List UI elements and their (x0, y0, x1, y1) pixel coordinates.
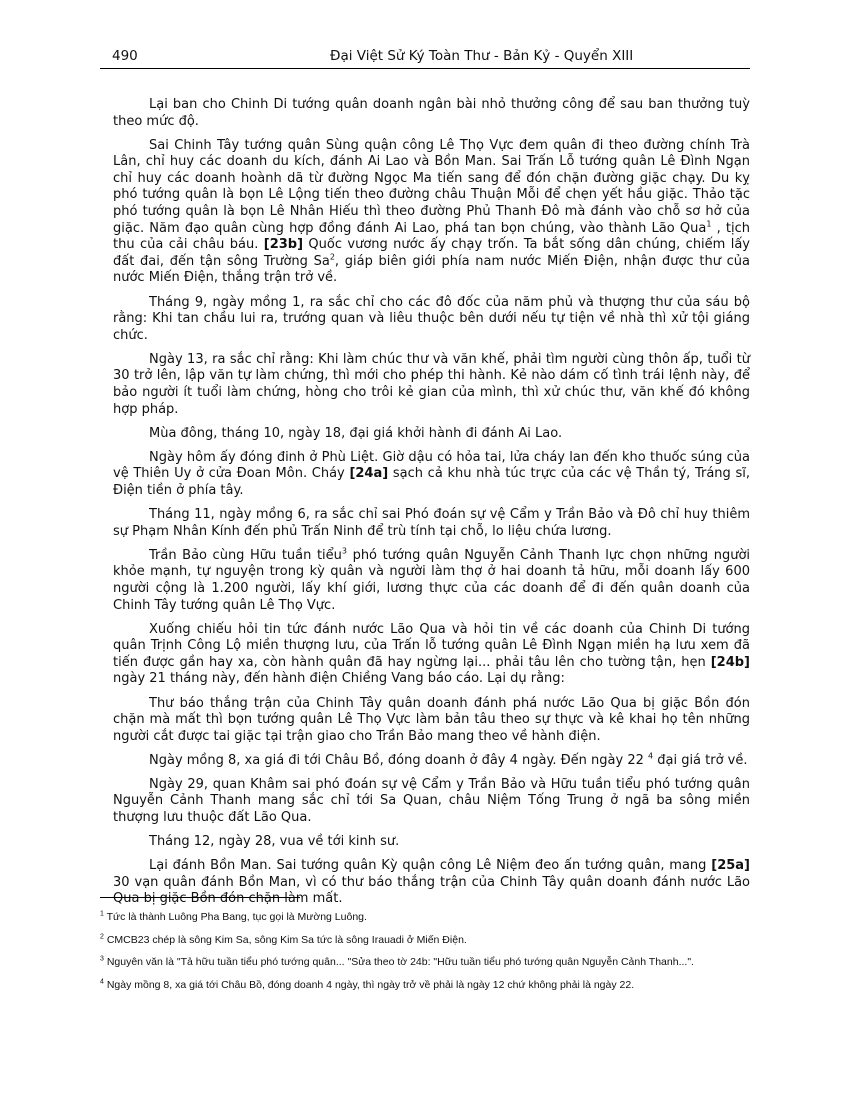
paragraph (113, 753, 750, 770)
paragraph-text: Thư báo thắng trận của Chinh Tây quân doanh đánh phá nước Lão Qua bị giặc Bồn đón chặn mà mất thì bọn tướng quân Lê Thọ Vực làm bản tâu theo sự thực và kê khai họ tên những người cắt được tai giặc tại trận giao cho Trần Bảo mang theo về hành điện. (113, 695, 750, 744)
footnote-number: 1 (100, 910, 104, 918)
paragraph-text: Mùa đông, tháng 10, ngày 18, đại giá khởi hành đi đánh Ai Lao. (149, 425, 563, 441)
paragraph-text: Ngày 29, quan Khâm sai phó đoán sự vệ Cẩm y Trần Bảo và Hữu tuần tiểu phó tướng quân Nguyễn Cảnh Thanh mang sắc chỉ tới Sa Quan, châu Niệm Tống Trung ở ngã ba sông miền thượng lưu thuộc đất Lão Qua. (113, 776, 750, 826)
paragraph (113, 858, 750, 908)
paragraph-text: đại giá trở về. (653, 752, 748, 768)
folio-marker: [25a] (711, 858, 750, 874)
page-header (100, 48, 750, 68)
footnote-text: Tức là thành Luông Pha Bang, tục gọi là Mường Luông. (103, 911, 367, 923)
paragraph (113, 97, 750, 130)
footnote (100, 934, 760, 947)
paragraph-text: Ngày mồng 8, xa giá đi tới Châu Bồ, đóng doanh ở đây 4 ngày. Đến ngày 22 (149, 752, 648, 768)
paragraph-text: , giáp biên giới phía nam nước Miến Điện, nhận được thư của nước Miến Điện, thắng trận trở về. (113, 253, 750, 286)
paragraph-text: Tháng 9, ngày mồng 1, ra sắc chỉ cho các đô đốc của năm phủ và thượng thư của sáu bộ rằng: Khi tan chầu lui ra, trướng quan và liêu thuộc bên dưới nếu tự tiện về nhà thì xử tội giáng chức. (113, 294, 750, 343)
paragraph-text: 30 vạn quân đánh Bồn Man, vì có thư báo thắng trận của Chinh Tây quân doanh đánh nước Lão Qua bị giặc Bồn đón chặn làm mất. (113, 874, 750, 907)
footnotes (100, 911, 760, 1001)
footnote-number: 4 (100, 978, 104, 986)
footnote (100, 979, 760, 992)
paragraph (113, 138, 750, 287)
paragraph-text: Tháng 11, ngày mồng 6, ra sắc chỉ sai Phó đoán sự vệ Cẩm y Trần Bảo và Đô chỉ huy thiêm sự Phạm Nhân Kính đến phủ Trấn Ninh để trù tính tại chỗ, lo liệu chứa lương. (113, 507, 750, 539)
paragraph-text: sạch cả khu nhà túc trực của các vệ Thần tý, Tráng sĩ, Điện tiền ở phía tây. (113, 466, 750, 498)
paragraph-text: , tịch thu của cải châu báu. (113, 220, 750, 253)
main-text (113, 97, 750, 916)
paragraph-text: Trần Bảo cùng Hữu tuần tiểu (149, 547, 342, 563)
paragraph-text: Ngày 13, ra sắc chỉ rằng: Khi làm chúc thư và văn khế, phải tìm người cùng thôn ấp, tuổi từ 30 trở lên, lập văn tự làm chứng, thì mới cho phép thi hành. Kẻ nào dám cố tình trái lệnh này, để bảo người ít tuổi làm chứng, hòng cho trôi kẻ gian của mình, thì xử chúc thư, văn khế đó không hợp pháp. (113, 351, 750, 417)
paragraph (113, 507, 750, 540)
folio-marker: [23b] (263, 237, 304, 253)
paragraph (113, 622, 750, 688)
header-rule (100, 68, 750, 69)
paragraph-text: Tháng 12, ngày 28, vua về tới kinh sư. (149, 834, 400, 850)
paragraph-text: ngày 21 tháng này, đến hành điện Chiềng Vang báo cáo. Lại dụ rằng: (113, 671, 565, 687)
paragraph-text: Quốc vương nước ấy chạy trốn. Ta bắt sống dân chúng, chiếm lấy đất đai, đến tận sông Trường Sa (113, 237, 750, 269)
paragraph (113, 352, 750, 418)
paragraph-text: Lại đánh Bồn Man. Sai tướng quân Kỳ quận công Lê Niệm đeo ấn tướng quân, mang (149, 858, 712, 874)
footnote-number: 3 (100, 955, 104, 963)
footnote (100, 911, 760, 924)
folio-marker: [24b] (710, 654, 750, 670)
footnote-text: Nguyên văn là "Tả hữu tuần tiểu phó tướng quân... "Sửa theo tờ 24b: "Hữu tuần tiểu phó tướng quân Nguyễn Cảnh Thanh...". (103, 956, 694, 969)
paragraph (113, 450, 750, 500)
paragraph (113, 426, 750, 443)
paragraph-text: phó tướng quân Nguyễn Cảnh Thanh lực chọn những người khỏe mạnh, tự nguyện trong kỳ quân và người làm thợ ở hai doanh tả hữu, mỗi doanh lấy 600 người cộng là 1.200 người, lấy khí giới, lương thực của các doanh để đi đến quân doanh của Chinh Tây tướng quân Lê Thọ Vực. (113, 547, 751, 613)
running-title: Đại Việt Sử Ký Toàn Thư - Bản Kỷ - Quyển XIII (330, 48, 634, 64)
paragraph-text: Sai Chinh Tây tướng quân Sùng quận công Lê Thọ Vực đem quân đi theo đường chính Trà Lân, chỉ huy các doanh du kích, đánh Ai Lao và Bồn Man. Sai Trấn Lỗ tướng quân Lê Đình Ngạn chỉ huy các doanh hoành dã từ đường Ngọc Ma tiến sang để đón chặn đường giặc chạy. Du kỵ phó tướng quân là bọn Lê Lộng tiến theo đường châu Thuận Mỗi để chẹn yết hầu giặc. Thảo tặc phó tướng quân là bọn Lê Nhân Hiếu thì theo đường Phủ Thanh Đô mà đánh vào chỗ sơ hở của giặc. Năm đạo quân cùng hợp đồng đánh Ai Lao, phá tan bọn chúng, vào thành Lão Qua (113, 137, 750, 236)
footnote-text: Ngày mồng 8, xa giá tới Châu Bồ, đóng doanh 4 ngày, thì ngày trở về phải là ngày 12 chứ không phải là ngày 22. (103, 978, 635, 991)
folio-marker: [24a] (349, 466, 389, 482)
paragraph (113, 777, 750, 827)
footnote-text: CMCB23 chép là sông Kim Sa, sông Kim Sa tức là sông Irauadi ở Miến Điện. (103, 933, 467, 946)
footnote-separator (100, 897, 300, 898)
footnote-number: 2 (100, 933, 104, 941)
page-number: 490 (112, 48, 138, 64)
paragraph-text: Lại ban cho Chinh Di tướng quân doanh ngân bài nhỏ thưởng công để sau ban thưởng tuỳ theo mức độ. (113, 97, 750, 129)
footnote (100, 956, 760, 969)
footnote-ref: 4 (648, 751, 654, 761)
paragraph (113, 834, 750, 851)
paragraph-text: Ngày hôm ấy đóng đinh ở Phù Liệt. Giờ dậu có hỏa tai, lửa cháy lan đến kho thuốc súng của vệ Thiên Uy ở cửa Đoan Môn. Cháy (113, 449, 750, 482)
paragraph (113, 696, 750, 746)
footnote-ref: 1 (706, 219, 712, 229)
paragraph-text: Xuống chiếu hỏi tin tức đánh nước Lão Qua và hỏi tin về các doanh của Chinh Di tướng quân Trịnh Công Lộ miền thượng lưu, của Trấn lỗ tướng quân Lê Đình Ngạn miền hạ lưu xem đã tiến được gần hay xa, còn hành quân đã hay ngừng lại... phải tâu lên cho tường tận, hẹn (113, 621, 750, 670)
paragraph (113, 548, 750, 614)
footnote-ref: 3 (341, 546, 347, 556)
footnote-ref: 2 (329, 252, 335, 262)
paragraph (113, 295, 750, 345)
